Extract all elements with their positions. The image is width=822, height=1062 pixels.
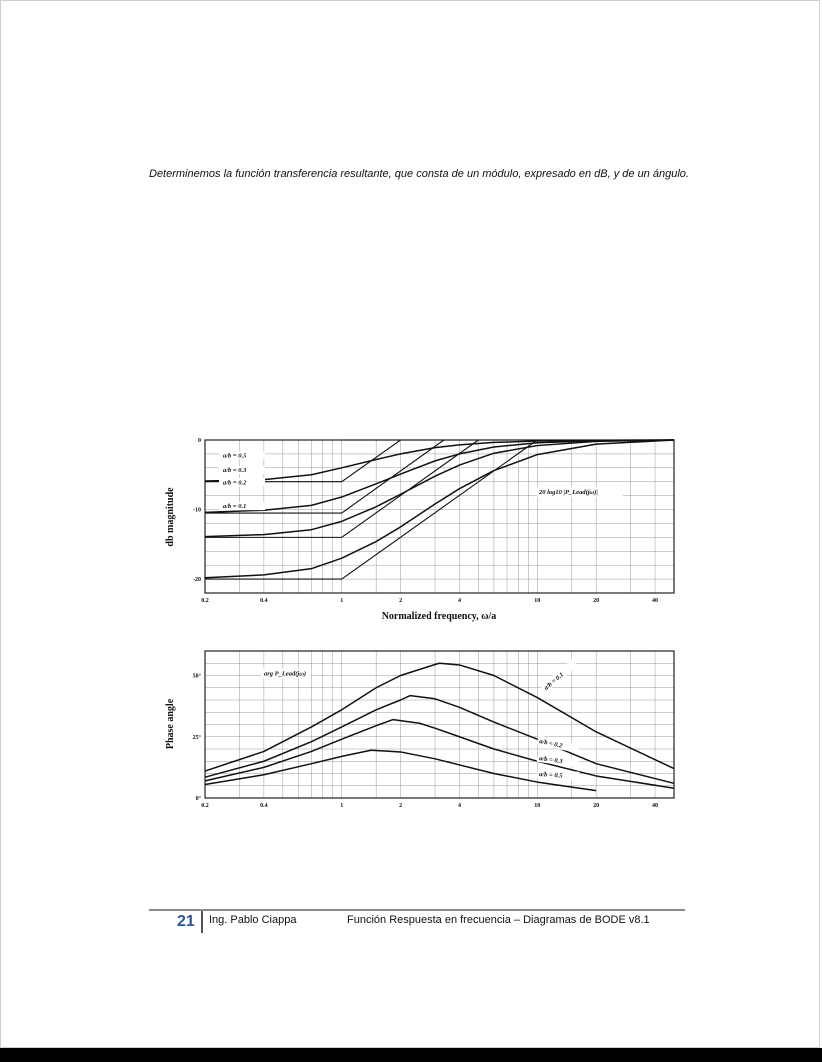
phase-x-tick-label: 1: [340, 803, 344, 809]
phase-y-tick-label: 50°: [192, 673, 201, 680]
mag-y-tick-label: -20: [193, 577, 201, 584]
phase-series-line: [205, 663, 674, 771]
phase-series-line: [205, 696, 674, 784]
phase-curve-label: a/b = 0.5: [538, 770, 563, 780]
phase-x-tick-label: 2: [399, 803, 403, 809]
mag-y-axis-label: db magnitude: [165, 487, 176, 547]
mag-frame: [205, 440, 674, 593]
footer-separator: [201, 911, 203, 933]
mag-curve-label: a/b = 0.3: [223, 466, 247, 474]
phase-y-tick-label: 25°: [192, 734, 201, 741]
screen-bottom-band: [0, 1048, 822, 1062]
mag-x-tick-label: 2: [399, 598, 403, 604]
mag-x-axis-label: Normalized frequency, ω/a: [381, 611, 497, 622]
mag-x-tick-label: 0.4: [260, 598, 268, 604]
phase-y-axis-label: Phase angle: [165, 698, 176, 750]
phase-y-tick-label: 0°: [195, 796, 201, 802]
phase-curve-label: a/b = 0.3: [538, 755, 563, 766]
phase-curve-label: a/b = 0.1: [542, 671, 566, 692]
phase-series-line: [205, 720, 674, 789]
phase-chart: [165, 651, 674, 809]
mag-y-tick-label: -10: [193, 507, 201, 514]
intro-paragraph: Determinemos la función transferencia resultante, que consta de un módulo, expresado en dB, y de un ángulo.: [149, 168, 689, 180]
mag-x-tick-label: 1: [340, 598, 344, 604]
footer-author: Ing. Pablo Ciappa: [209, 914, 297, 926]
mag-curve-label: a/b = 0.1: [223, 503, 247, 511]
phase-x-tick-label: 40: [652, 803, 659, 809]
footer-divider: [149, 909, 685, 911]
mag-curve-label: a/b = 0.2: [223, 479, 247, 487]
phase-x-tick-label: 0.4: [260, 803, 268, 809]
phase-x-tick-label: 4: [457, 803, 461, 809]
phase-x-tick-label: 20: [593, 803, 600, 809]
bode-figure: [151, 426, 691, 821]
mag-x-tick-label: 0.2: [201, 598, 209, 604]
mag-y-tick-label: 0: [198, 438, 201, 444]
footer-title: Función Respuesta en frecuencia – Diagramas de BODE v8.1: [347, 914, 650, 926]
phase-curve-label: a/b = 0.2: [538, 737, 563, 750]
mag-x-tick-label: 10: [534, 598, 541, 604]
mag-x-tick-label: 20: [593, 598, 600, 604]
magnitude-chart: [165, 438, 674, 622]
mag-annotation: 20 log10 |P_Lead(jω)|: [539, 489, 598, 497]
mag-x-tick-label: 4: [457, 598, 461, 604]
mag-curve-label: a/b = 0.5: [223, 452, 247, 460]
footer-page-number: 21: [177, 913, 195, 930]
phase-x-tick-label: 0.2: [201, 803, 209, 809]
phase-x-tick-label: 10: [534, 803, 541, 809]
mag-x-tick-label: 40: [652, 598, 659, 604]
phase-annotation: arg P_Lead(jω): [264, 670, 307, 678]
